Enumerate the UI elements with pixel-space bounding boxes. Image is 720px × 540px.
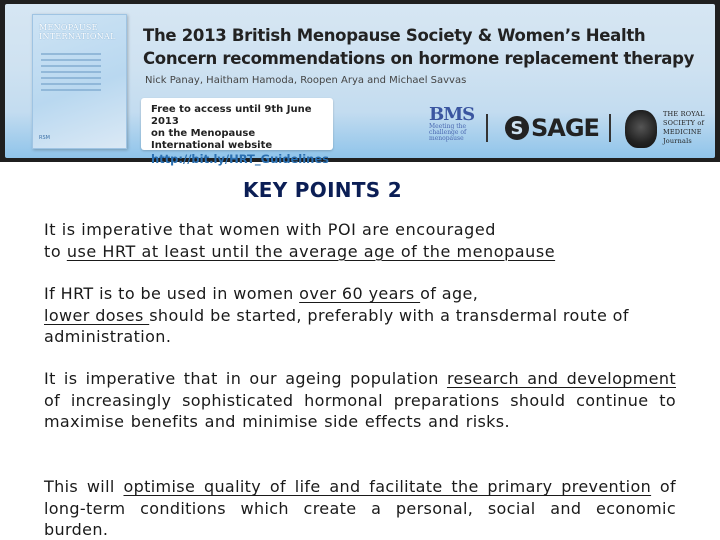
rsm-line-4: Journals [663, 137, 692, 145]
key-point-text: to [44, 241, 67, 261]
banner-title-line-2: Concern recommendations on hormone replacement therapy [143, 49, 695, 68]
journal-cover-image [32, 14, 127, 149]
key-point-text: It is imperative that in our ageing population [44, 369, 447, 388]
banner-authors: Nick Panay, Haitham Hamoda, Roopen Arya and Michael Savvas [145, 75, 467, 86]
bms-logo [429, 106, 479, 150]
rsm-crest-icon [625, 110, 657, 148]
cover-title-line-1: MENOPAUSE [39, 23, 98, 32]
bms-logo-text: BMS [429, 104, 475, 125]
rsm-line-2: SOCIETY of [663, 119, 705, 127]
cover-contents-lines [41, 53, 101, 95]
cover-title-line-2: INTERNATIONAL [39, 32, 116, 41]
bms-tagline-2: challenge of [429, 129, 467, 136]
sage-logo [505, 112, 599, 144]
key-point-poi [44, 219, 676, 262]
logo-divider [609, 114, 611, 142]
free-access-box [141, 98, 333, 166]
key-point-text: This will [44, 477, 124, 496]
banner-title [143, 24, 713, 70]
key-point-text: of long-term conditions which create a personal, social and economic burden. [44, 477, 676, 539]
key-point-emphasis: optimise quality of life and facilitate the primary prevention [123, 477, 652, 496]
free-access-line-1: Free to access until 9th June 2013 [151, 104, 312, 127]
key-point-emphasis: lower doses [44, 305, 150, 325]
logo-divider [486, 114, 488, 142]
sage-logo-text: SAGE [531, 114, 599, 142]
key-point-research [44, 368, 676, 433]
banner-background [5, 4, 715, 166]
key-point-text: of increasingly sophisticated hormonal preparations should continue to maximise benefits and minimise side effects and risks. [44, 390, 676, 431]
cover-title [39, 23, 127, 41]
sage-mark-icon: S [505, 116, 529, 140]
key-point-prevention [44, 476, 676, 540]
rsm-logo [625, 108, 715, 150]
key-point-emphasis: use HRT at least until the average age of the menopause [66, 241, 556, 261]
slide-heading: KEY POINTS 2 [243, 178, 402, 202]
bms-tagline-1: Meeting the [429, 123, 467, 130]
key-point-emphasis: research and development [446, 369, 676, 388]
rsm-line-1: THE ROYAL [663, 110, 705, 118]
key-point-text: It is imperative that women with POI are encouraged [44, 220, 496, 239]
rsm-logo-text [663, 110, 715, 146]
key-point-text: should be started, preferably with a transdermal route of administration. [44, 305, 629, 346]
banner-title-line-1: The 2013 British Menopause Society & Women’s Health [143, 26, 646, 45]
rsm-line-3: MEDICINE [663, 128, 702, 136]
journal-banner [0, 0, 720, 166]
free-access-line-2: on the Menopause International website [151, 128, 273, 151]
key-point-text: of age, [420, 284, 479, 303]
key-point-over-60 [44, 283, 676, 348]
bms-tagline-3: menopause [429, 135, 464, 142]
key-point-emphasis: over 60 years [299, 284, 421, 303]
cover-publisher-logo: RSM [39, 135, 50, 141]
guidelines-link[interactable]: http://bit.ly/HRT_Guidelines [151, 152, 329, 166]
key-point-text: If HRT is to be used in women [44, 284, 300, 303]
